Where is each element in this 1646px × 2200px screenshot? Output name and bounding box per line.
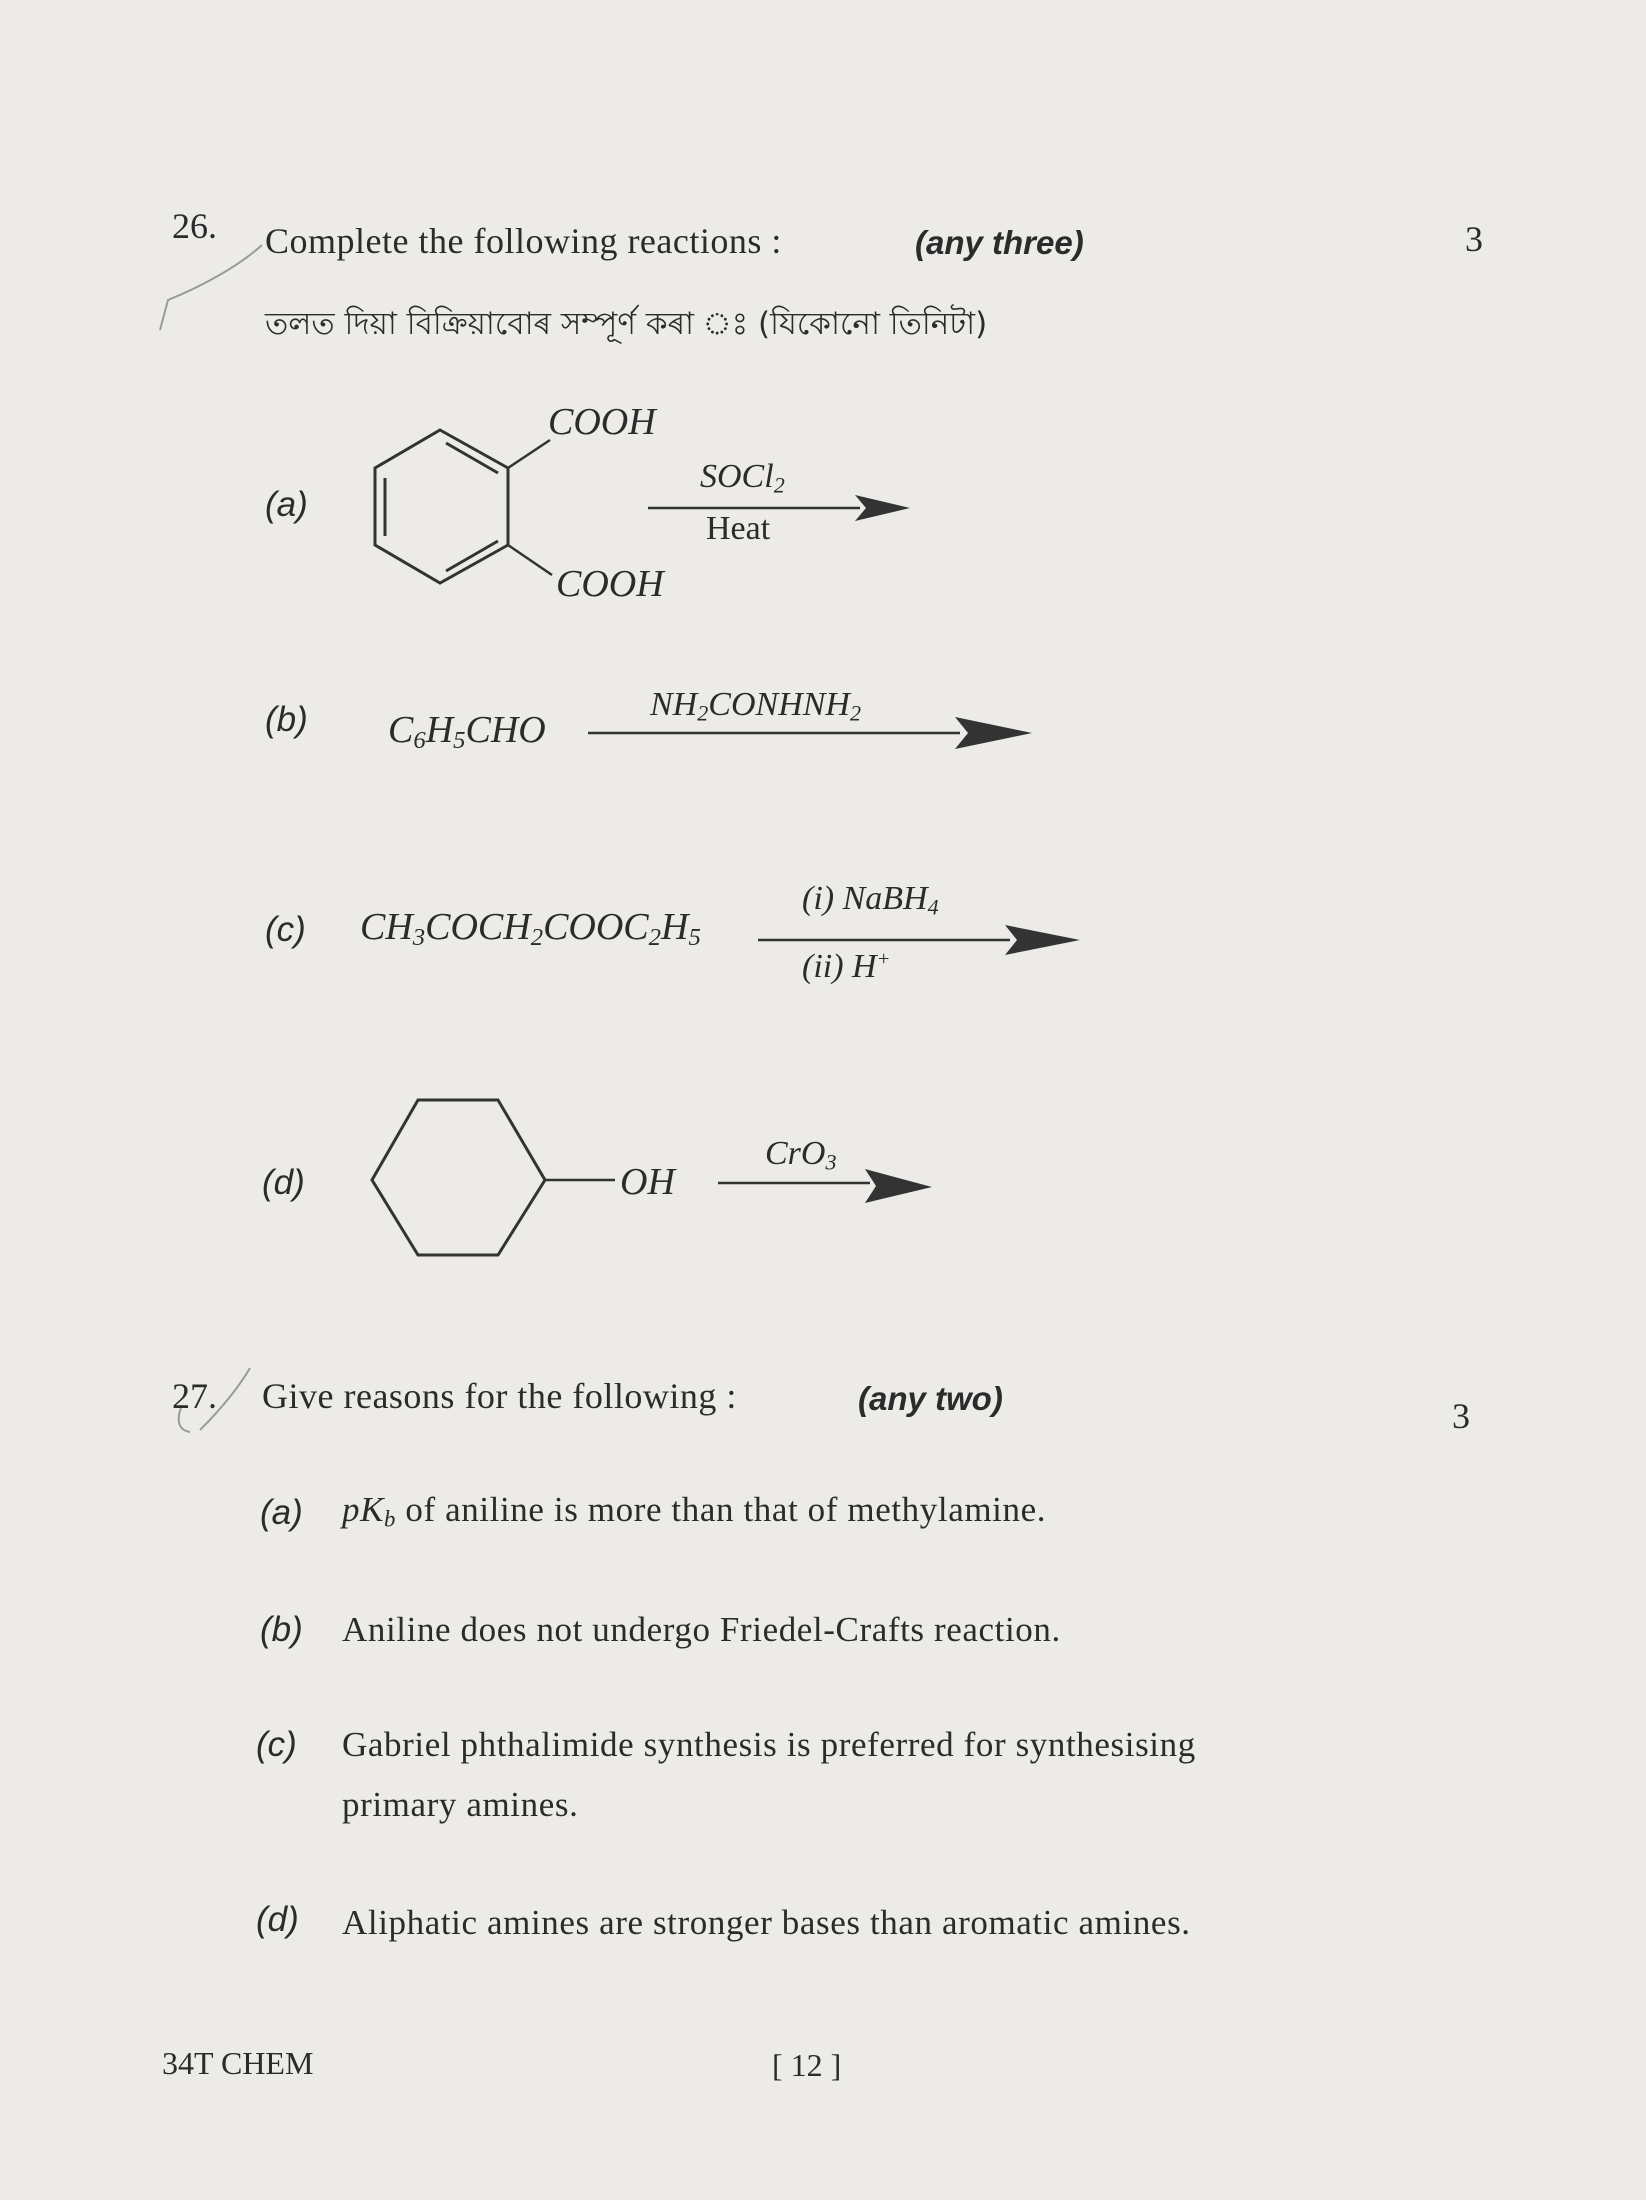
hydroxyl-group: OH [620, 1161, 675, 1203]
carboxyl-group-top: COOH [548, 401, 656, 443]
question-text: Complete the following reactions : [265, 221, 782, 261]
part-label: (c) [265, 910, 306, 949]
page-number: [ 12 ] [772, 2047, 842, 2083]
marks: 3 [1452, 1396, 1470, 1436]
reagent-acid: (ii) H+ [802, 948, 891, 986]
question-number: 27. [172, 1376, 217, 1416]
question-number: 26. [172, 206, 217, 246]
part-label: (d) [262, 1163, 305, 1202]
paper-code: 34T CHEM [162, 2045, 314, 2081]
part-label: (b) [265, 700, 308, 739]
reason-item-text: Aliphatic amines are stronger bases than aromatic amines. [342, 1903, 1191, 1942]
reason-item-text: Aniline does not undergo Friedel-Crafts reaction. [342, 1610, 1061, 1649]
reason-item-text: Gabriel phthalimide synthesis is preferred for synthesising [342, 1725, 1196, 1764]
question-text: Give reasons for the following : [262, 1376, 737, 1416]
part-label: (d) [256, 1900, 299, 1939]
reagent-semicarbazide: $NH_2CONHNH_2$ [650, 686, 862, 726]
part-label: (b) [260, 1610, 303, 1649]
part-label: (a) [260, 1493, 303, 1532]
reagent-socl2: SOCl$_2$ [700, 458, 785, 498]
reactant-ethyl-acetoacetate: $CH_3COCH_2COOC_2H_5$ [360, 906, 701, 952]
assamese-instruction: তলত দিয়া বিক্ৰিয়াবোৰ সম্পূৰ্ণ কৰা ঃ (যিকোনো তিনিটা) [265, 306, 988, 342]
part-label: (a) [265, 485, 308, 524]
marks: 3 [1465, 219, 1483, 259]
reactant-benzaldehyde: $C_6H_5CHO$ [388, 709, 546, 755]
question-qualifier: (any three) [915, 224, 1084, 261]
question-qualifier: (any two) [858, 1380, 1003, 1417]
reason-item-text-continued: primary amines. [342, 1785, 579, 1824]
reagent-nabh4: (i) NaBH$_4$ [802, 880, 939, 920]
reagent-cro3: CrO$_3$ [765, 1135, 837, 1175]
carboxyl-group-bottom: COOH [556, 563, 664, 605]
reagent-heat: Heat [706, 510, 771, 547]
part-label: (c) [256, 1725, 297, 1764]
reason-item-text: $pK_b$ of aniline is more than that of methylamine. [342, 1490, 1047, 1532]
